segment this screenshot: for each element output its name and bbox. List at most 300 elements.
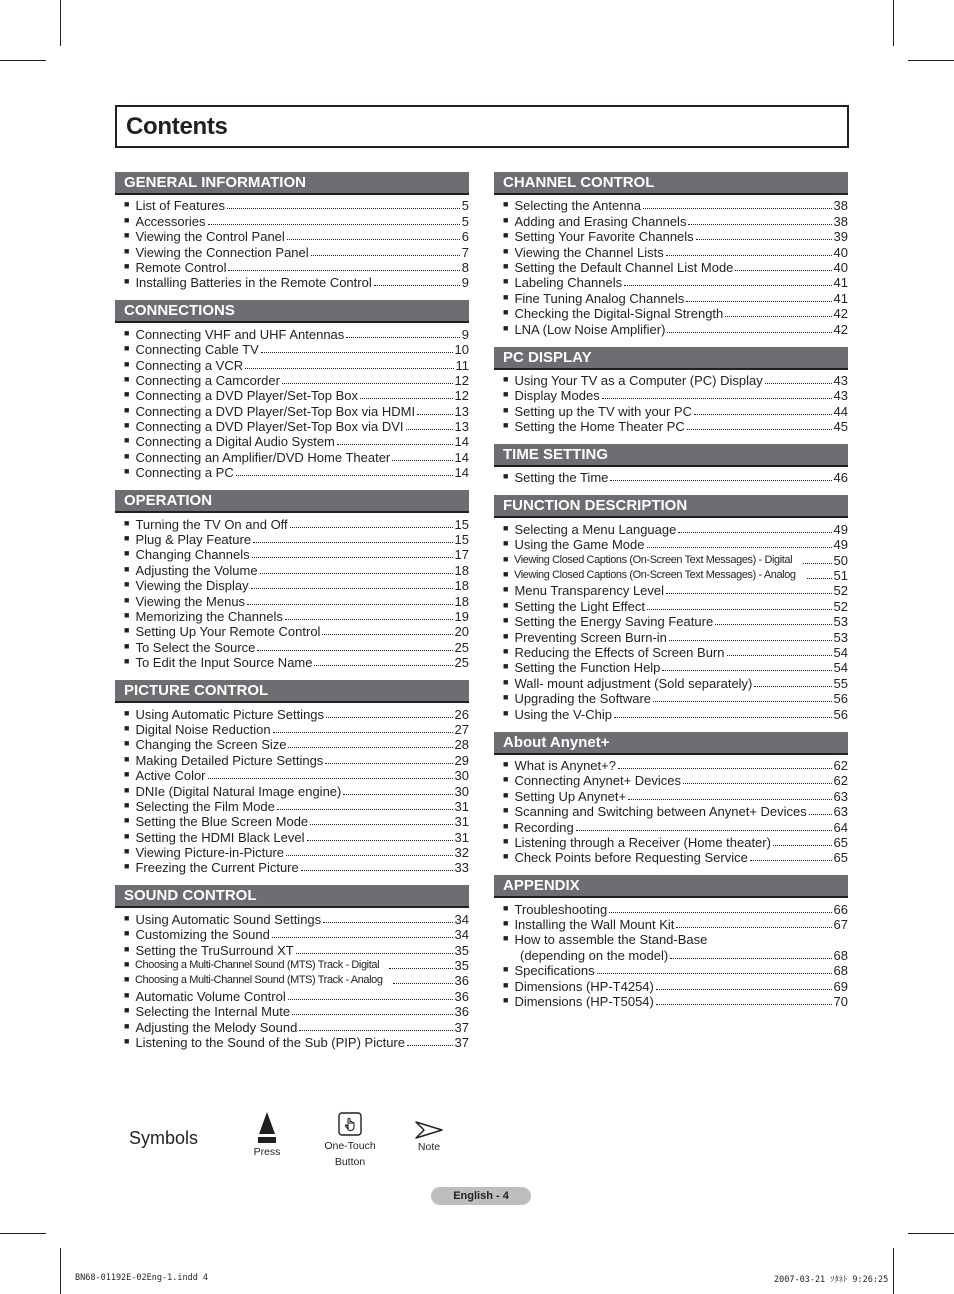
toc-entry[interactable] [494, 403, 848, 418]
section-heading: OPERATION [115, 490, 469, 513]
toc-entry[interactable] [115, 624, 469, 639]
dot-leader [666, 593, 832, 594]
toc-entry-label: Viewing the Connection Panel [135, 244, 309, 260]
toc-entry[interactable] [115, 927, 469, 942]
bullet-icon: ■ [503, 471, 509, 482]
toc-entry[interactable] [494, 388, 848, 403]
toc-page-number: 26 [454, 706, 469, 722]
toc-entry-label: Active Color [135, 768, 206, 784]
toc-entry-label: Choosing a Multi-Channel Sound (MTS) Track - Analog [135, 974, 384, 987]
dot-leader [288, 747, 452, 748]
bullet-icon: ■ [124, 404, 130, 415]
toc-page-number: 32 [454, 845, 469, 861]
toc-entry[interactable] [494, 213, 848, 228]
toc-page-number: 45 [833, 419, 848, 435]
toc-entry[interactable] [494, 660, 848, 675]
toc-entry-label: Menu Transparency Level [514, 583, 665, 599]
bullet-icon: ■ [124, 943, 130, 954]
dot-leader [643, 208, 832, 209]
toc-entry[interactable] [494, 373, 848, 388]
toc-entry[interactable] [494, 850, 848, 865]
toc-entry[interactable] [494, 614, 848, 629]
bullet-icon: ■ [124, 343, 130, 354]
bullet-icon: ■ [503, 902, 509, 913]
bullet-icon: ■ [503, 789, 509, 800]
toc-entry[interactable] [115, 639, 469, 654]
toc-page-number: 25 [454, 655, 469, 671]
toc-entry-label: Selecting a Menu Language [514, 521, 677, 537]
toc-entry[interactable] [115, 388, 469, 403]
toc-entry-label: Setting the TruSurround XT [135, 942, 294, 958]
press-icon [257, 1112, 277, 1144]
toc-entry-label: (depending on the model) [520, 947, 669, 963]
dot-leader [656, 989, 832, 990]
toc-page-number: 38 [833, 213, 848, 229]
toc-list [115, 703, 469, 875]
toc-entry[interactable] [115, 326, 469, 341]
bullet-icon: ■ [124, 533, 130, 544]
toc-page-number: 56 [833, 691, 848, 707]
toc-entry[interactable] [494, 758, 848, 773]
toc-entry[interactable] [115, 737, 469, 752]
toc-entry-label: Display Modes [514, 388, 600, 404]
toc-entry-label: Troubleshooting [514, 901, 608, 917]
dot-leader [208, 778, 453, 779]
toc-entry[interactable] [494, 552, 848, 567]
bullet-icon: ■ [503, 692, 509, 703]
dot-leader [647, 547, 832, 548]
dot-leader [725, 316, 831, 317]
toc-entry[interactable] [115, 609, 469, 624]
toc-entry[interactable] [115, 578, 469, 593]
toc-page-number: 15 [454, 532, 469, 548]
toc-entry[interactable] [115, 465, 469, 480]
toc-entry[interactable] [115, 593, 469, 608]
toc-entry-label: Connecting VHF and UHF Antennas [135, 326, 345, 342]
dot-leader [807, 578, 832, 579]
toc-entry[interactable] [115, 829, 469, 844]
toc-entry[interactable] [494, 260, 848, 275]
toc-entry-label: Setting the Blue Screen Mode [135, 814, 309, 830]
bullet-icon: ■ [503, 630, 509, 641]
toc-entry[interactable] [494, 645, 848, 660]
toc-entry-label: Installing Batteries in the Remote Control [135, 275, 372, 291]
toc-page-number: 65 [833, 850, 848, 866]
toc-entry[interactable] [494, 629, 848, 644]
toc-entry[interactable] [494, 583, 848, 598]
dot-leader [683, 783, 832, 784]
dot-leader [618, 768, 832, 769]
toc-entry[interactable] [115, 449, 469, 464]
toc-entry[interactable] [115, 434, 469, 449]
crop-mark [908, 1233, 954, 1234]
bullet-icon: ■ [124, 989, 130, 1000]
toc-entry[interactable] [115, 799, 469, 814]
toc-entry[interactable] [494, 275, 848, 290]
toc-entry-label: Setting Up Your Remote Control [135, 624, 321, 640]
bullet-icon: ■ [124, 625, 130, 636]
bullet-icon: ■ [503, 964, 509, 975]
bullet-icon: ■ [503, 389, 509, 400]
note-symbol [410, 1121, 448, 1155]
toc-entry[interactable] [115, 373, 469, 388]
note-icon [415, 1121, 443, 1139]
toc-entry[interactable] [494, 947, 848, 962]
toc-entry[interactable] [115, 1019, 469, 1034]
toc-page-number: 17 [454, 547, 469, 563]
dot-leader [750, 860, 832, 861]
toc-page-number: 18 [454, 578, 469, 594]
toc-entry-label: Connecting Cable TV [135, 342, 259, 358]
toc-entry[interactable] [115, 942, 469, 957]
toc-entry[interactable] [494, 994, 848, 1009]
toc-entry-label: Using the Game Mode [514, 537, 645, 553]
title-box [115, 105, 849, 148]
dot-leader [597, 973, 832, 974]
toc-entry[interactable] [115, 198, 469, 213]
press-symbol [248, 1112, 286, 1160]
toc-page-number: 12 [454, 388, 469, 404]
toc-entry[interactable] [494, 788, 848, 803]
bullet-icon: ■ [124, 1020, 130, 1031]
toc-page-number: 35 [454, 958, 469, 974]
toc-entry[interactable] [494, 675, 848, 690]
toc-entry[interactable] [494, 568, 848, 583]
bullet-icon: ■ [503, 661, 509, 672]
toc-entry-label: Recording [514, 819, 574, 835]
section-heading: FUNCTION DESCRIPTION [494, 495, 848, 518]
toc-entry[interactable] [115, 706, 469, 721]
bullet-icon: ■ [124, 260, 130, 271]
toc-entry-label: To Select the Source [135, 639, 256, 655]
toc-entry[interactable] [494, 706, 848, 721]
bullet-icon: ■ [124, 830, 130, 841]
toc-entry[interactable] [115, 958, 469, 973]
toc-page-number: 53 [833, 614, 848, 630]
bullet-icon: ■ [124, 358, 130, 369]
toc-entry[interactable] [115, 562, 469, 577]
toc-page-number: 14 [454, 465, 469, 481]
bullet-icon: ■ [124, 230, 130, 241]
dot-leader [809, 814, 832, 815]
toc-page-number: 50 [833, 552, 848, 568]
toc-page-number: 18 [454, 593, 469, 609]
toc-entry[interactable] [115, 845, 469, 860]
toc-entry[interactable] [115, 532, 469, 547]
toc-entry-label: Using the V-Chip [514, 706, 612, 722]
toc-entry-label: Changing the Screen Size [135, 737, 287, 753]
right-column [494, 172, 848, 1019]
crop-mark [0, 60, 46, 61]
toc-page-number: 36 [454, 988, 469, 1004]
toc-entry[interactable] [494, 470, 848, 485]
toc-entry[interactable] [494, 321, 848, 336]
toc-entry-label: Reducing the Effects of Screen Burn [514, 644, 725, 660]
toc-entry-label: Setting the HDMI Black Level [135, 829, 305, 845]
toc-list [494, 195, 848, 337]
toc-page-number: 41 [833, 275, 848, 291]
toc-entry-label: Viewing Picture-in-Picture [135, 845, 285, 861]
toc-entry[interactable] [115, 1004, 469, 1019]
toc-entry-label: Connecting a Camcorder [135, 372, 280, 388]
dot-leader [389, 968, 452, 969]
toc-page-number: 53 [833, 629, 848, 645]
bullet-icon: ■ [124, 214, 130, 225]
toc-page-number: 62 [833, 773, 848, 789]
toc-page-number: 30 [454, 783, 469, 799]
toc-entry-label: Setting the Light Effect [514, 598, 646, 614]
toc-page-number: 67 [833, 917, 848, 933]
toc-entry[interactable] [115, 814, 469, 829]
dot-leader [272, 937, 453, 938]
dot-leader [227, 208, 460, 209]
toc-entry[interactable] [494, 804, 848, 819]
toc-page-number: 19 [454, 608, 469, 624]
toc-entry[interactable] [115, 213, 469, 228]
dot-leader [325, 763, 452, 764]
bullet-icon: ■ [503, 420, 509, 431]
dot-leader [653, 701, 832, 702]
toc-entry[interactable] [115, 516, 469, 531]
dot-leader [287, 239, 460, 240]
toc-page-number: 11 [455, 357, 469, 373]
toc-entry[interactable] [115, 275, 469, 290]
toc-entry[interactable] [494, 521, 848, 536]
dot-leader [727, 655, 832, 656]
toc-page-number: 36 [454, 973, 469, 989]
dot-leader [326, 717, 453, 718]
toc-entry[interactable] [494, 932, 848, 947]
toc-entry[interactable] [494, 773, 848, 788]
dot-leader [662, 670, 831, 671]
dot-leader [322, 634, 452, 635]
dot-leader [647, 609, 832, 610]
toc-entry-label: Viewing Closed Captions (On-Screen Text Messages) - Digital [514, 553, 793, 566]
toc-page-number: 33 [454, 860, 469, 876]
dot-leader [323, 922, 452, 923]
toc-entry[interactable] [115, 860, 469, 875]
dot-leader [374, 285, 460, 286]
toc-entry[interactable] [494, 819, 848, 834]
bullet-icon: ■ [503, 933, 509, 944]
toc-page-number: 25 [454, 639, 469, 655]
toc-section [115, 490, 469, 670]
dot-leader [687, 429, 832, 430]
toc-list [115, 908, 469, 1050]
toc-page-number: 34 [454, 911, 469, 927]
toc-list [494, 370, 848, 435]
dot-leader [754, 686, 831, 687]
toc-entry[interactable] [115, 768, 469, 783]
toc-section [494, 347, 848, 435]
toc-section [115, 172, 469, 290]
toc-entry-label: Making Detailed Picture Settings [135, 752, 324, 768]
bullet-icon: ■ [503, 276, 509, 287]
toc-list [494, 518, 848, 721]
toc-page-number: 39 [833, 229, 848, 245]
bullet-icon: ■ [503, 569, 509, 580]
toc-entry[interactable] [115, 911, 469, 926]
toc-page-number: 46 [833, 470, 848, 486]
toc-entry[interactable] [494, 198, 848, 213]
toc-entry[interactable] [115, 722, 469, 737]
bullet-icon: ■ [124, 974, 130, 985]
bullet-icon: ■ [124, 435, 130, 446]
toc-entry[interactable] [115, 1035, 469, 1050]
toc-page-number: 49 [833, 537, 848, 553]
toc-list [115, 195, 469, 290]
bullet-icon: ■ [503, 707, 509, 718]
toc-entry[interactable] [115, 547, 469, 562]
bullet-icon: ■ [124, 1005, 130, 1016]
toc-entry[interactable] [115, 403, 469, 418]
toc-entry[interactable] [494, 229, 848, 244]
dot-leader [602, 398, 832, 399]
toc-entry[interactable] [115, 752, 469, 767]
bullet-icon: ■ [503, 979, 509, 990]
toc-entry-label: Listening to the Sound of the Sub (PIP) Picture [135, 1034, 405, 1050]
toc-entry[interactable] [115, 342, 469, 357]
dot-leader [285, 619, 453, 620]
dot-leader [656, 1004, 832, 1005]
toc-entry[interactable] [494, 901, 848, 916]
toc-entry-label: Freezing the Current Picture [135, 860, 299, 876]
toc-section [115, 680, 469, 875]
toc-page-number: 62 [833, 757, 848, 773]
toc-page-number: 70 [833, 994, 848, 1010]
toc-entry-label: Wall- mount adjustment (Sold separately) [514, 675, 753, 691]
toc-page-number: 14 [454, 434, 469, 450]
toc-page-number: 6 [461, 229, 469, 245]
bullet-icon: ■ [503, 599, 509, 610]
toc-entry-label: List of Features [135, 198, 226, 214]
toc-entry-label: Setting up the TV with your PC [514, 403, 692, 419]
toc-entry[interactable] [115, 655, 469, 670]
bullet-icon: ■ [124, 420, 130, 431]
dot-leader [273, 732, 453, 733]
section-heading: PICTURE CONTROL [115, 680, 469, 703]
toc-entry[interactable] [115, 973, 469, 988]
toc-entry[interactable] [115, 357, 469, 372]
toc-entry[interactable] [115, 229, 469, 244]
bullet-icon: ■ [124, 579, 130, 590]
bullet-icon: ■ [503, 199, 509, 210]
toc-page-number: 10 [454, 342, 469, 358]
toc-entry-label: Plug & Play Feature [135, 532, 252, 548]
bullet-icon: ■ [503, 584, 509, 595]
dot-leader [360, 398, 453, 399]
toc-page-number: 63 [833, 804, 848, 820]
toc-entry-label: Viewing the Display [135, 578, 249, 594]
section-heading: PC DISPLAY [494, 347, 848, 370]
bullet-icon: ■ [503, 758, 509, 769]
dot-leader [803, 563, 831, 564]
toc-page-number: 30 [454, 768, 469, 784]
dot-leader [253, 542, 452, 543]
toc-page-number: 8 [461, 259, 469, 275]
toc-entry-label: Setting Your Favorite Channels [514, 229, 694, 245]
toc-page-number: 12 [454, 372, 469, 388]
section-heading: CHANNEL CONTROL [494, 172, 848, 195]
toc-entry[interactable] [115, 988, 469, 1003]
toc-entry-label: Connecting a VCR [135, 357, 244, 373]
one-touch-label-2: Button [334, 1156, 366, 1168]
dot-leader [251, 588, 453, 589]
toc-entry-label: Viewing Closed Captions (On-Screen Text Messages) - Analog [514, 569, 797, 582]
toc-entry-label: Setting the Energy Saving Feature [514, 614, 714, 630]
bullet-icon: ■ [124, 199, 130, 210]
bullet-icon: ■ [124, 846, 130, 857]
toc-entry[interactable] [115, 244, 469, 259]
toc-entry-label: Accessories [135, 213, 206, 229]
toc-entry[interactable] [494, 917, 848, 932]
toc-page-number: 9 [461, 326, 469, 342]
dot-leader [669, 640, 832, 641]
toc-entry[interactable] [115, 783, 469, 798]
toc-entry-label: Changing Channels [135, 547, 250, 563]
dot-leader [624, 285, 831, 286]
toc-entry-label: Automatic Volume Control [135, 988, 286, 1004]
toc-entry[interactable] [115, 260, 469, 275]
toc-entry[interactable] [494, 978, 848, 993]
toc-entry-label: Viewing the Control Panel [135, 229, 285, 245]
toc-entry-label: Fine Tuning Analog Channels [514, 290, 685, 306]
toc-page-number: 9 [461, 275, 469, 291]
dot-leader [343, 794, 452, 795]
toc-entry-label: Using Your TV as a Computer (PC) Display [514, 372, 763, 388]
dot-leader [676, 927, 831, 928]
toc-entry[interactable] [494, 835, 848, 850]
toc-entry-label: What is Anynet+? [514, 757, 616, 773]
toc-entry-label: Connecting a PC [135, 465, 234, 481]
bullet-icon: ■ [124, 722, 130, 733]
bullet-icon: ■ [503, 260, 509, 271]
toc-entry-label: Upgrading the Software [514, 691, 652, 707]
bullet-icon: ■ [124, 609, 130, 620]
bullet-icon: ■ [124, 563, 130, 574]
dot-leader [407, 1045, 453, 1046]
toc-entry[interactable] [494, 306, 848, 321]
toc-entry[interactable] [494, 537, 848, 552]
crop-mark [0, 1233, 46, 1234]
dot-leader [310, 824, 452, 825]
toc-entry[interactable] [494, 598, 848, 613]
bullet-icon: ■ [503, 307, 509, 318]
toc-section [494, 495, 848, 721]
toc-entry[interactable] [494, 963, 848, 978]
one-touch-button-icon [338, 1112, 362, 1136]
one-touch-symbol [320, 1112, 380, 1170]
toc-entry[interactable] [494, 290, 848, 305]
press-label: Press [253, 1146, 281, 1158]
toc-page-number: 43 [833, 388, 848, 404]
toc-entry[interactable] [494, 691, 848, 706]
toc-page-number: 41 [833, 290, 848, 306]
toc-entry[interactable] [494, 244, 848, 259]
toc-entry[interactable] [494, 419, 848, 434]
toc-entry[interactable] [115, 419, 469, 434]
toc-entry-label: Listening through a Receiver (Home theater) [514, 834, 771, 850]
toc-section [494, 732, 848, 866]
bullet-icon: ■ [503, 774, 509, 785]
toc-entry-label: Installing the Wall Mount Kit [514, 917, 675, 933]
dot-leader [286, 855, 452, 856]
toc-page-number: 36 [454, 1004, 469, 1020]
dot-leader [252, 557, 453, 558]
dot-leader [346, 337, 459, 338]
dot-leader [765, 383, 832, 384]
bullet-icon: ■ [124, 450, 130, 461]
